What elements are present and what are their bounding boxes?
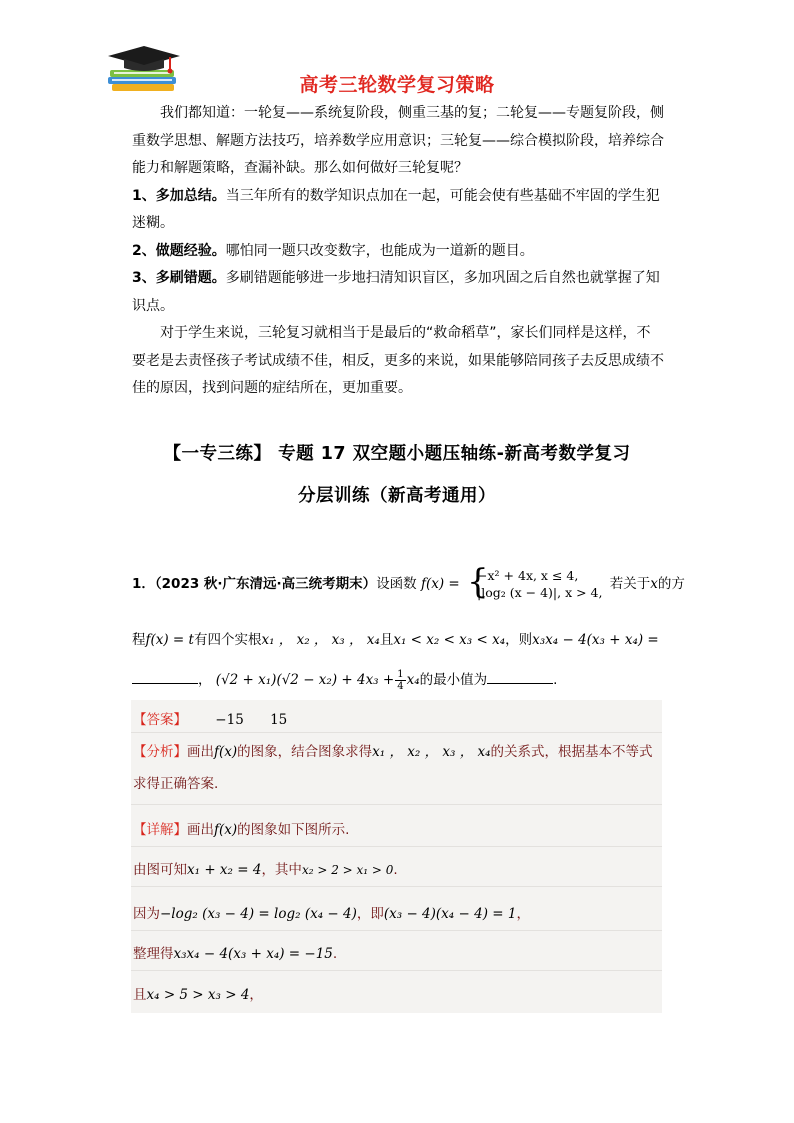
root-order: x₁ < x₂ < x₃ < x₄ xyxy=(393,632,506,648)
divider xyxy=(131,886,662,887)
section-title-line-1: 【一专三练】 专题 17 双空题小题压轴练-新高考数学复习 xyxy=(163,444,631,464)
step-1 xyxy=(133,858,398,878)
answer-value-1: −15 xyxy=(215,712,244,728)
step-text: ， xyxy=(516,906,530,922)
equation: f(x) = t xyxy=(145,632,194,648)
step-equation: x₃x₄ − 4(x₃ + x₄) = −15 xyxy=(173,946,333,962)
expression-2: (√2 + x₁)(√2 − x₂) + 4x₃ + xyxy=(215,672,395,688)
divider xyxy=(131,930,662,931)
question-text: 有四个实根 xyxy=(193,632,262,648)
analysis-text: 画出 xyxy=(187,744,214,760)
step-equation: (x₃ − 4)(x₄ − 4) = 1 xyxy=(383,906,517,922)
piece-1: −x² + 4x, x ≤ 4, xyxy=(477,568,579,583)
step-text: ， xyxy=(249,987,263,1003)
intro-paragraph: 我们都知道：一轮复——系统复阶段，侧重三基的复；二轮复——专题复阶段，侧重数学思想、解题方法技巧，培养数学应用意识；三轮复——综合模拟阶段，培养综合能力和解题策略，查漏补缺。那么如何做好三轮复呢？ xyxy=(132,105,664,176)
step-text: 因为 xyxy=(133,906,160,922)
answer-panel xyxy=(131,700,662,1013)
question-text: 的方 xyxy=(657,576,685,592)
question-text: 设函数 xyxy=(376,576,417,592)
step-equation: x₁ + x₂ = 4 xyxy=(187,862,262,878)
step-text: 由图可知 xyxy=(133,862,187,878)
step-text: 整理得 xyxy=(133,946,174,962)
divider xyxy=(131,970,662,971)
detail-text: 的图象如下图所示. xyxy=(237,822,350,838)
fraction-denominator: 4 xyxy=(397,680,404,692)
question-number: 1． xyxy=(132,576,155,592)
step-equation: −log₂ (x₃ − 4) = log₂ (x₄ − 4) xyxy=(160,906,357,922)
question-text: ，则 xyxy=(505,632,533,648)
answer-blank-1[interactable] xyxy=(132,669,198,684)
step-text: ，其中 xyxy=(261,862,302,878)
tip-3-text: 多刷错题能够进一步地扫清知识盲区，多加巩固之后自然也就掌握了知识点。 xyxy=(132,270,660,314)
question-line-2 xyxy=(132,628,659,648)
tip-1-label: 1、多加总结。 xyxy=(132,187,226,204)
piecewise-function xyxy=(467,562,603,602)
closing-paragraph: 对于学生来说，三轮复习就相当于是最后的“救命稻草”，家长们同样是这样，不要老是去责怪孩子考试成绩不佳，相反，更多的来说，如果能够陪同孩子去反思成绩不佳的原因，找到问题的症结所在，更加重要。 xyxy=(132,325,664,396)
step-4 xyxy=(133,983,263,1003)
fraction xyxy=(395,669,405,692)
fraction-numerator: 1 xyxy=(397,668,404,680)
question-source: （2023 秋·广东清远·高三统考期末） xyxy=(154,576,377,592)
tip-3-label: 3、多刷错题。 xyxy=(132,270,226,286)
divider xyxy=(131,804,662,805)
answer-value-2: 15 xyxy=(270,712,288,728)
question-text: . xyxy=(553,672,558,688)
function-name: f(x) xyxy=(214,744,238,760)
question-text: 且 xyxy=(379,632,394,648)
variable-x: x xyxy=(650,576,658,592)
tip-3 xyxy=(132,265,664,320)
detail-tag: 【详解】 xyxy=(133,822,187,838)
variables: x₁ ， x₂ ， x₃ ， x₄ xyxy=(372,744,491,760)
tip-1 xyxy=(132,183,664,238)
expression-1: x₃x₄ − 4(x₃ + x₄) = xyxy=(532,632,659,648)
step-text: . xyxy=(393,862,398,878)
function-name: f(x) = xyxy=(420,576,460,592)
analysis-block xyxy=(133,736,659,800)
question-text: 程 xyxy=(132,632,146,648)
step-2 xyxy=(133,902,530,922)
step-equation: x₂ > 2 > x₁ > 0 xyxy=(301,863,394,877)
intro-section xyxy=(132,100,664,403)
analysis-tag: 【分析】 xyxy=(133,744,187,760)
tip-2-text: 哪怕同一题只改变数字，也能成为一道新的题目。 xyxy=(225,242,534,259)
step-equation: x₄ > 5 > x₃ > 4 xyxy=(146,987,250,1003)
section-title-line-2: 分层训练（新高考通用） xyxy=(298,486,496,506)
expression-2-tail: x₄ xyxy=(406,672,420,688)
divider xyxy=(131,846,662,847)
step-text: . xyxy=(332,946,338,962)
question-text: 的最小值为 xyxy=(419,672,488,688)
divider xyxy=(131,732,662,733)
detail-line xyxy=(133,818,349,838)
document-title: 高考三轮数学复习策略 xyxy=(299,74,495,96)
question-line-3 xyxy=(132,668,557,692)
analysis-text: 的关系式，根据基本不等式求得正确答案. xyxy=(133,744,653,792)
detail-text: 画出 xyxy=(187,822,214,838)
answer-line xyxy=(133,708,287,728)
question-text: ， xyxy=(198,672,212,688)
tip-2 xyxy=(132,238,664,266)
brace-symbol: { xyxy=(467,562,489,602)
answer-blank-2[interactable] xyxy=(487,669,553,684)
step-text: ，即 xyxy=(356,906,384,922)
tip-1-text: 当三年所有的数学知识点加在一起，可能会使有些基础不牢固的学生犯迷糊。 xyxy=(132,187,660,231)
step-3 xyxy=(133,942,337,962)
step-text: 且 xyxy=(133,987,147,1003)
analysis-text: 的图象，结合图象求得 xyxy=(237,744,373,760)
question-line-1 xyxy=(132,562,685,602)
roots: x₁ ， x₂ ， x₃ ， x₄ xyxy=(261,632,380,648)
question-text: 若关于 xyxy=(609,576,651,592)
piece-2: |log₂ (x − 4)|, x > 4, xyxy=(477,585,603,600)
answer-tag: 【答案】 xyxy=(133,712,187,728)
tip-2-label: 2、做题经验。 xyxy=(132,242,226,259)
function-name: f(x) xyxy=(214,822,238,838)
